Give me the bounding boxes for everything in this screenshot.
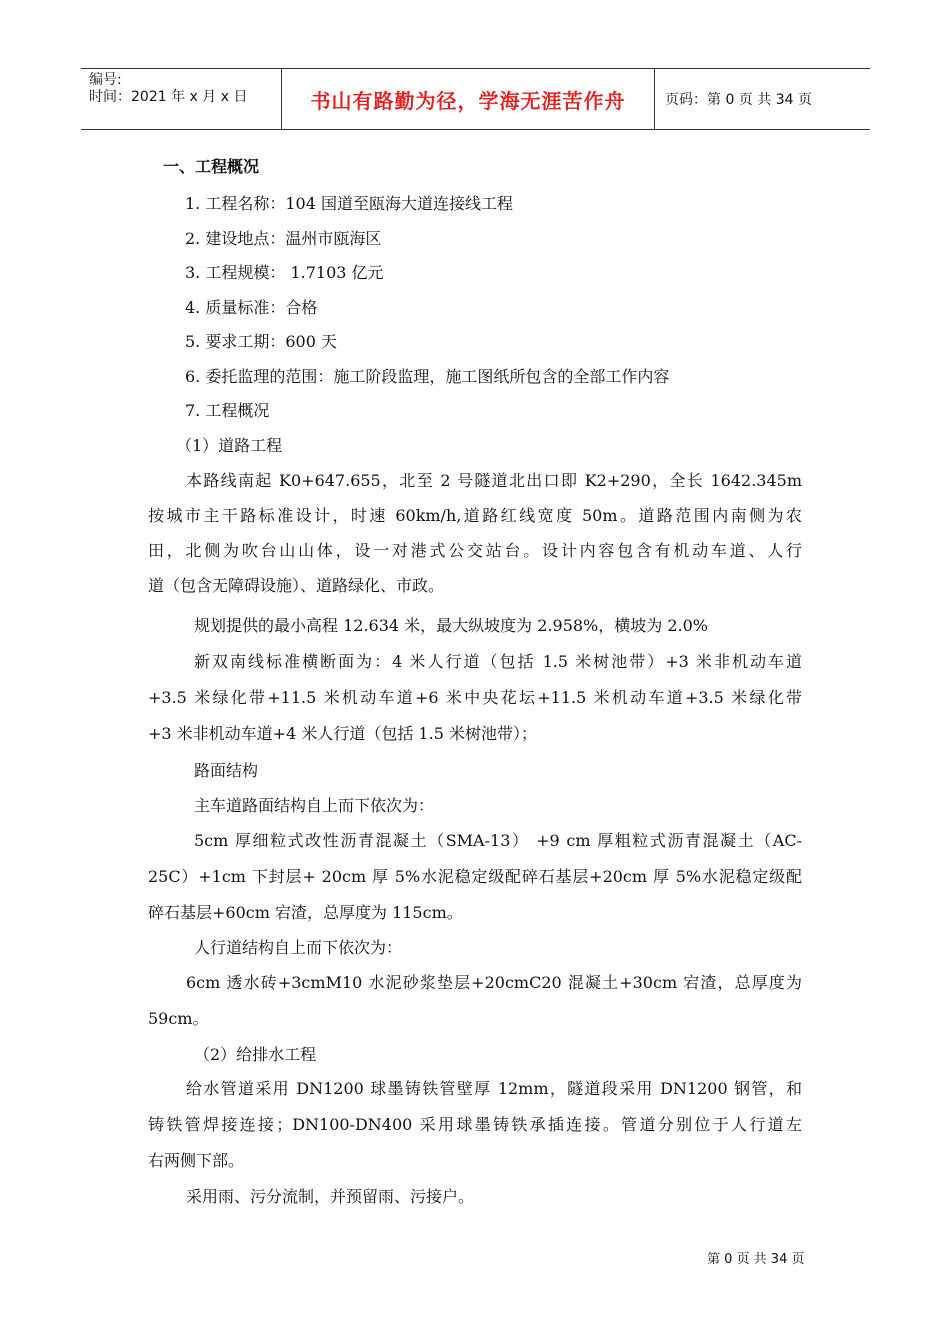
list-item: 1. 工程名称：104 国道至瓯海大道连接线工程 xyxy=(185,194,513,213)
list-item: 4. 质量标准：合格 xyxy=(185,298,318,317)
main-road-title: 主车道路面结构自上而下依次为： xyxy=(194,796,435,815)
number-label: 编号: xyxy=(89,72,122,88)
paragraph-line: +3.5 米绿化带+11.5 米机动车道+6 米中央花坛+11.5 米机动车道+3.5 米绿化带 xyxy=(148,688,802,707)
paragraph-line: 铸铁管焊接连接；DN100-DN400 采用球墨铸铁承插连接。管道分别位于人行道左 xyxy=(148,1115,802,1134)
header-page-cell xyxy=(655,69,870,129)
time-label: 时间：2021 年 x 月 x 日 xyxy=(89,89,248,105)
sidewalk-title: 人行道结构自上而下依次为： xyxy=(194,938,403,957)
list-item: 5. 要求工期：600 天 xyxy=(185,332,337,351)
page-info: 页码：第 0 页 共 34 页 xyxy=(665,92,812,108)
subsection-title-road: （1）道路工程 xyxy=(176,436,283,455)
page-footer: 第 0 页 共 34 页 xyxy=(707,1252,805,1267)
header-left-cell xyxy=(81,69,282,129)
paragraph-line: 新双南线标准横断面为：4 米人行道（包括 1.5 米树池带）+3 米非机动车道 xyxy=(194,652,802,671)
header-motto-cell xyxy=(282,69,655,129)
paragraph-line: 6cm 透水砖+3cmM10 水泥砂浆垫层+20cmC20 混凝土+30cm 宕渣，总厚度为 xyxy=(186,973,802,992)
paragraph-line: 采用雨、污分流制，并预留雨、污接户。 xyxy=(186,1187,475,1206)
pavement-title: 路面结构 xyxy=(194,761,259,780)
paragraph-line: 59cm。 xyxy=(148,1009,209,1028)
list-item: 3. 工程规模： 1.7103 亿元 xyxy=(185,263,384,282)
paragraph-line: 按城市主干路标准设计，时速 60km/h,道路红线宽度 50m。道路范围内南侧为农 xyxy=(148,506,802,525)
motto-text: 书山有路勤为径，学海无涯苦作舟 xyxy=(310,88,626,113)
paragraph-line: 本路线南起 K0+647.655，北至 2 号隧道北出口即 K2+290，全长 1642.345m xyxy=(186,471,802,490)
paragraph-line: 5cm 厚细粒式改性沥青混凝土（SMA-13） +9 cm 厚粗粒式沥青混凝土（AC- xyxy=(194,831,802,850)
paragraph-line: 右两侧下部。 xyxy=(148,1151,245,1170)
page-header xyxy=(81,68,870,130)
paragraph-line: +3 米非机动车道+4 米人行道（包括 1.5 米树池带）； xyxy=(148,724,537,743)
paragraph-line: 碎石基层+60cm 宕渣，总厚度为 115cm。 xyxy=(148,903,463,922)
paragraph-line: 田，北侧为吹台山山体，设一对港式公交站台。设计内容包含有机动车道、人行 xyxy=(148,541,802,560)
paragraph-line: 给水管道采用 DN1200 球墨铸铁管壁厚 12mm，隧道段采用 DN1200 钢管，和 xyxy=(186,1079,802,1098)
list-item: 7. 工程概况 xyxy=(185,401,270,420)
subsection-title-water: （2）给排水工程 xyxy=(194,1045,317,1064)
paragraph-line: 25C）+1cm 下封层+ 20cm 厚 5%水泥稳定级配碎石基层+20cm 厚 5%水泥稳定级配 xyxy=(148,867,802,886)
list-item: 2. 建设地点：温州市瓯海区 xyxy=(185,229,382,248)
list-item: 6. 委托监理的范围：施工阶段监理，施工图纸所包含的全部工作内容 xyxy=(185,367,670,386)
paragraph-line: 道（包含无障碍设施）、道路绿化、市政。 xyxy=(148,576,445,595)
paragraph-line: 规划提供的最小高程 12.634 米，最大纵坡度为 2.958%，横坡为 2.0% xyxy=(194,616,708,635)
section-title: 一、工程概况 xyxy=(163,157,260,176)
